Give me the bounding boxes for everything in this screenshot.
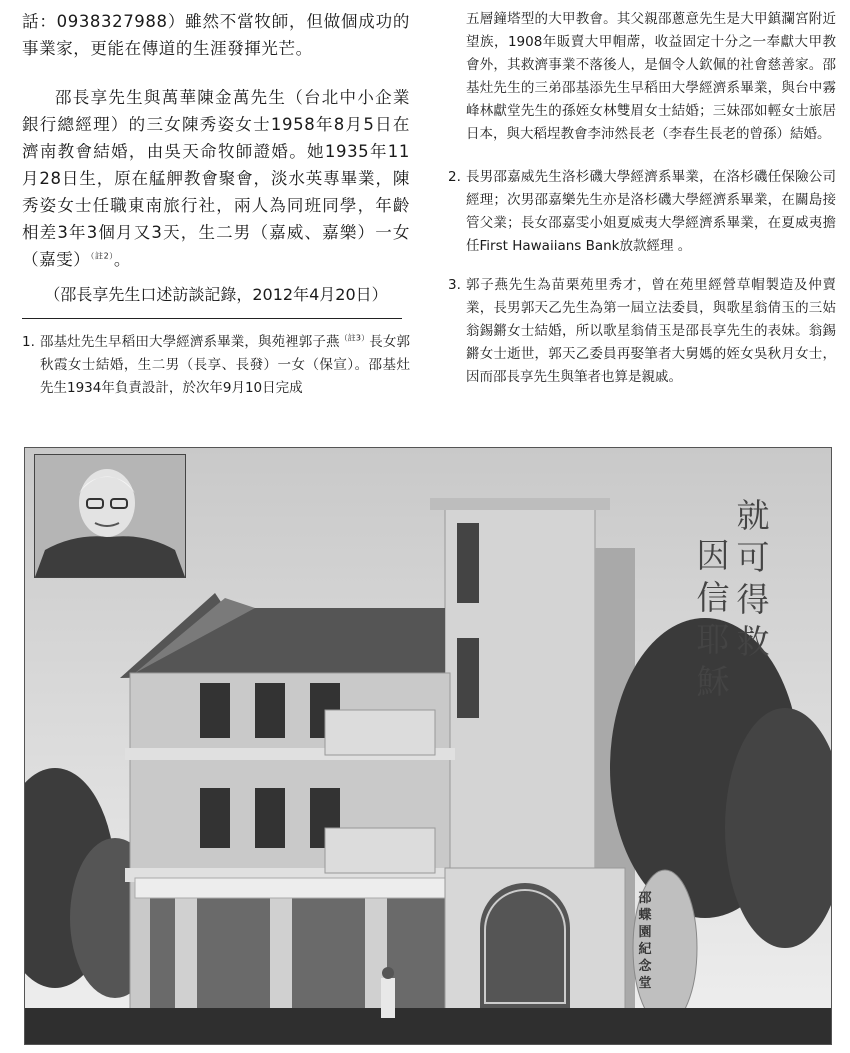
footnote-ref-2: （註2）	[90, 251, 114, 261]
footnote-1	[22, 331, 410, 400]
stone-inscription: 邵蝶園紀念堂	[638, 891, 652, 991]
intro-paragraph: 話：0938327988）雖然不當牧師，但做個成功的事業家，更能在傳道的生涯發揮光芒。	[22, 12, 410, 58]
right-column	[448, 8, 836, 405]
footnote-1-text-a: 邵基灶先生早稻田大學經濟系畢業，與苑裡郭子燕	[40, 334, 340, 350]
marriage-paragraph	[22, 84, 410, 273]
portrait-image	[35, 455, 185, 577]
footnote-ref-3: （註3）	[339, 333, 370, 343]
calligraphy-column-2: 因信耶穌	[696, 536, 730, 701]
footnote-3	[448, 274, 836, 389]
footnote-number: 2.	[448, 169, 461, 185]
footnote-1-continued: 五層鐘塔型的大甲教會。其父親邵蔥意先生是大甲鎮瀾宮附近望族，1908年販賣大甲帽蓆，收益固定十分之一奉獻大甲教會外，其救濟事業不落後人，是個令人欽佩的社會慈善家。邵基灶先生的三弟邵基添先生早稻田大學經濟系畢業，與台中霧峰林獻堂先生的孫姪女林雙眉女士結婚；三妹邵如輕女士旅居日本，與大稻埕教會李沛然長老（李春生長老的曾孫）結婚。	[466, 11, 836, 142]
left-column	[22, 8, 410, 416]
footnote-1-text-b: 長女郭秋霞女士結婚，生二男（長享、長發）一女（保宣）。邵基灶先生1934年負責設計，於次年9月10日完成	[40, 334, 411, 396]
marriage-text: 邵長享先生與萬華陳金萬先生（台北中小企業銀行總經理）的三女陳秀姿女士1958年8月5日在濟南教會結婚，由吳天命牧師證婚。她1935年11月28日生，原在艋舺教會聚會，淡水英專畢業，陳秀姿女士任職東南旅行社，兩人為同班同學，年齡相差3年3個月又3天，生二男（嘉威、嘉樂）一女（嘉雯）	[22, 88, 410, 269]
footnote-text: 郭子燕先生為苗栗苑里秀才，曾在苑里經營草帽製造及仲賣業，長男郭天乙先生為第一屆立法委員，與歌星翁倩玉的三姑翁錫鏘女士結婚，所以歌星翁倩玉是邵長享先生的表妹。翁錫鏘女士逝世，郭天乙委員再娶筆者大舅媽的姪女吳秋月女士，因而邵長享先生與筆者也算是親戚。	[466, 277, 836, 385]
marriage-text-end: 。	[113, 250, 132, 269]
footnote-2	[448, 166, 836, 258]
footnote-number: 1.	[22, 334, 35, 350]
footnote-text	[40, 331, 410, 400]
source-citation: （邵長享先生口述訪談記錄，2012年4月20日）	[44, 285, 388, 304]
portrait-inset	[34, 454, 186, 578]
calligraphy-column-1: 就可得救	[736, 496, 770, 661]
footnote-text: 長男邵嘉威先生洛杉磯大學經濟系畢業，在洛杉磯任保險公司經理；次男邵嘉樂先生亦是洛杉磯大學經濟系畢業，在關島接管父業；長女邵嘉雯小姐夏威夷大學經濟系畢業，在夏威夷擔任First Hawaiians Bank放款經理 。	[466, 169, 836, 254]
footnote-divider	[22, 318, 402, 319]
footnote-number: 3.	[448, 277, 461, 293]
